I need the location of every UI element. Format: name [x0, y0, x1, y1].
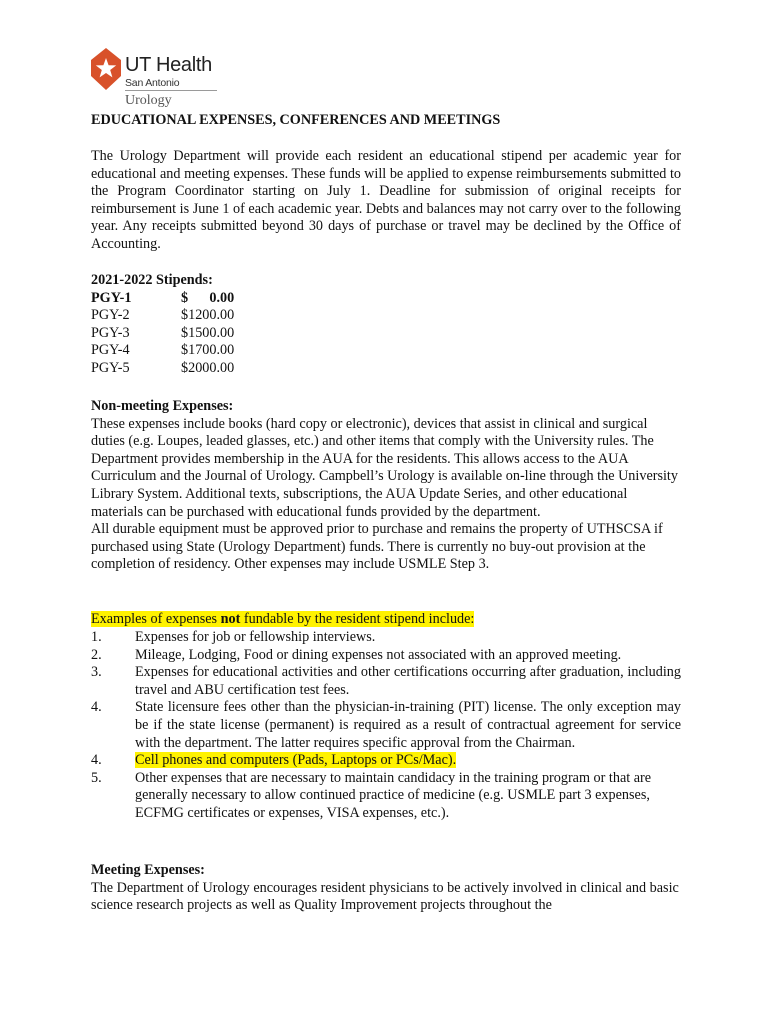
- list-item: [91, 770, 681, 823]
- intro-after: fundable by the resident stipend include:: [240, 611, 475, 627]
- stipend-amount: $ 0.00: [181, 289, 235, 306]
- stipend-row: [91, 290, 681, 308]
- list-item-text: Mileage, Lodging, Food or dining expenses not associated with an approved meeting.: [135, 646, 622, 663]
- list-item: [91, 629, 681, 647]
- list-item-text: Other expenses that are necessary to maintain candidacy in the training program or that are generally necessary to allow continued practice of medicine (e.g. USMLE part 3 expenses, ECFMG certificates or expenses, VISA expenses, etc.).: [135, 769, 652, 821]
- non-meeting-paragraph: These expenses include books (hard copy or electronic), devices that assist in clinical and surgical duties (e.g. Loupes, leaded glasses, etc.) and other items that comply with the University rules. The Department provides membership in the AUA for the residents. This allows access to the AUA Curriculum and the Journal of Urology. Campbell’s Urology is available on-line through the University Library System. Additional texts, subscriptions, the AUA Update Series, and other educational materials can be purchased with educational funds provided by the department.: [91, 415, 678, 520]
- stipend-pgy: PGY-4: [91, 342, 130, 359]
- non-meeting-title: Non-meeting Expenses:: [91, 398, 234, 414]
- meeting-title: Meeting Expenses:: [91, 862, 205, 878]
- list-item-number: 4.: [91, 699, 102, 716]
- non-meeting-equipment-paragraph: All durable equipment must be approved prior to purchase and remains the property of UTHSCSA if purchased using State (Urology Department) funds. There is currently no buy-out provision at the completion of residency. Other expenses may include USMLE Step 3.: [91, 521, 663, 573]
- page-title: EDUCATIONAL EXPENSES, CONFERENCES AND MEETINGS: [91, 112, 501, 128]
- list-item-number: 1.: [91, 629, 102, 645]
- logo-divider: [125, 90, 217, 91]
- stipend-amount: $2000.00: [181, 359, 235, 376]
- meeting-section: [91, 862, 681, 915]
- intro-emphasis: not: [220, 611, 241, 627]
- intro-before: Examples of expenses: [91, 611, 221, 627]
- meeting-paragraph: The Department of Urology encourages resident physicians to be actively involved in clinical and basic science research projects as well as Quality Improvement projects throughout the: [91, 879, 679, 914]
- list-item-number: 5.: [91, 769, 102, 786]
- ut-health-logo: [91, 48, 231, 110]
- stipends-section: [91, 272, 681, 378]
- list-item-number: 4.: [91, 752, 102, 769]
- stipend-row: [91, 307, 681, 325]
- list-item-text: [135, 752, 681, 770]
- list-item-text: Expenses for educational activities and other certifications occurring after graduation, including travel and ABU certification test fees.: [135, 664, 681, 698]
- list-item-number: 3.: [91, 664, 102, 681]
- stipend-row: [91, 360, 681, 378]
- not-fundable-list: [91, 629, 681, 823]
- list-item-text: State licensure fees other than the physician-in-training (PIT) license. The only exception may be if the state license (permanent) is required as a result of contractual agreement for service with the department. The latter requires specific approval from the Chairman.: [135, 699, 681, 751]
- not-fundable-intro: [91, 611, 681, 629]
- list-item-number: 2.: [91, 646, 102, 663]
- logo-name: UT Health: [125, 54, 212, 76]
- list-item: [91, 664, 681, 699]
- stipend-pgy: PGY-2: [91, 307, 130, 324]
- non-meeting-section: [91, 398, 681, 574]
- star-shield-icon: [91, 48, 121, 90]
- stipend-amount: $1200.00: [181, 307, 235, 324]
- stipend-amount: $1500.00: [181, 324, 235, 341]
- list-item: [91, 647, 681, 665]
- not-fundable-intro-text: [91, 611, 474, 627]
- stipend-row: [91, 342, 681, 360]
- logo-department: Urology: [125, 93, 172, 108]
- stipend-pgy: PGY-3: [91, 324, 130, 341]
- intro-paragraph: The Urology Department will provide each resident an educational stipend per academic year for educational and meeting expenses. These funds will be applied to expense reimbursements submitted to the Program Coordinator starting on July 1. Deadline for submission of original receipts for reimbursement is June 1 of each academic year. Debts and balances may not carry over to the following year. Any receipts submitted beyond 30 days of purchase or travel may be declined by the Office of Accounting.: [91, 148, 681, 252]
- stipends-title: 2021-2022 Stipends:: [91, 272, 213, 288]
- list-item-text: Expenses for job or fellowship interviews.: [135, 629, 376, 645]
- logo-campus: San Antonio: [125, 77, 180, 89]
- list-item: [91, 699, 681, 752]
- stipend-row: [91, 325, 681, 343]
- stipend-pgy: PGY-5: [91, 359, 130, 376]
- stipend-amount: $1700.00: [181, 342, 235, 359]
- highlighted-text: Cell phones and computers (Pads, Laptops or PCs/Mac).: [135, 752, 457, 769]
- list-item: [91, 752, 681, 770]
- stipend-pgy: PGY-1: [91, 289, 132, 306]
